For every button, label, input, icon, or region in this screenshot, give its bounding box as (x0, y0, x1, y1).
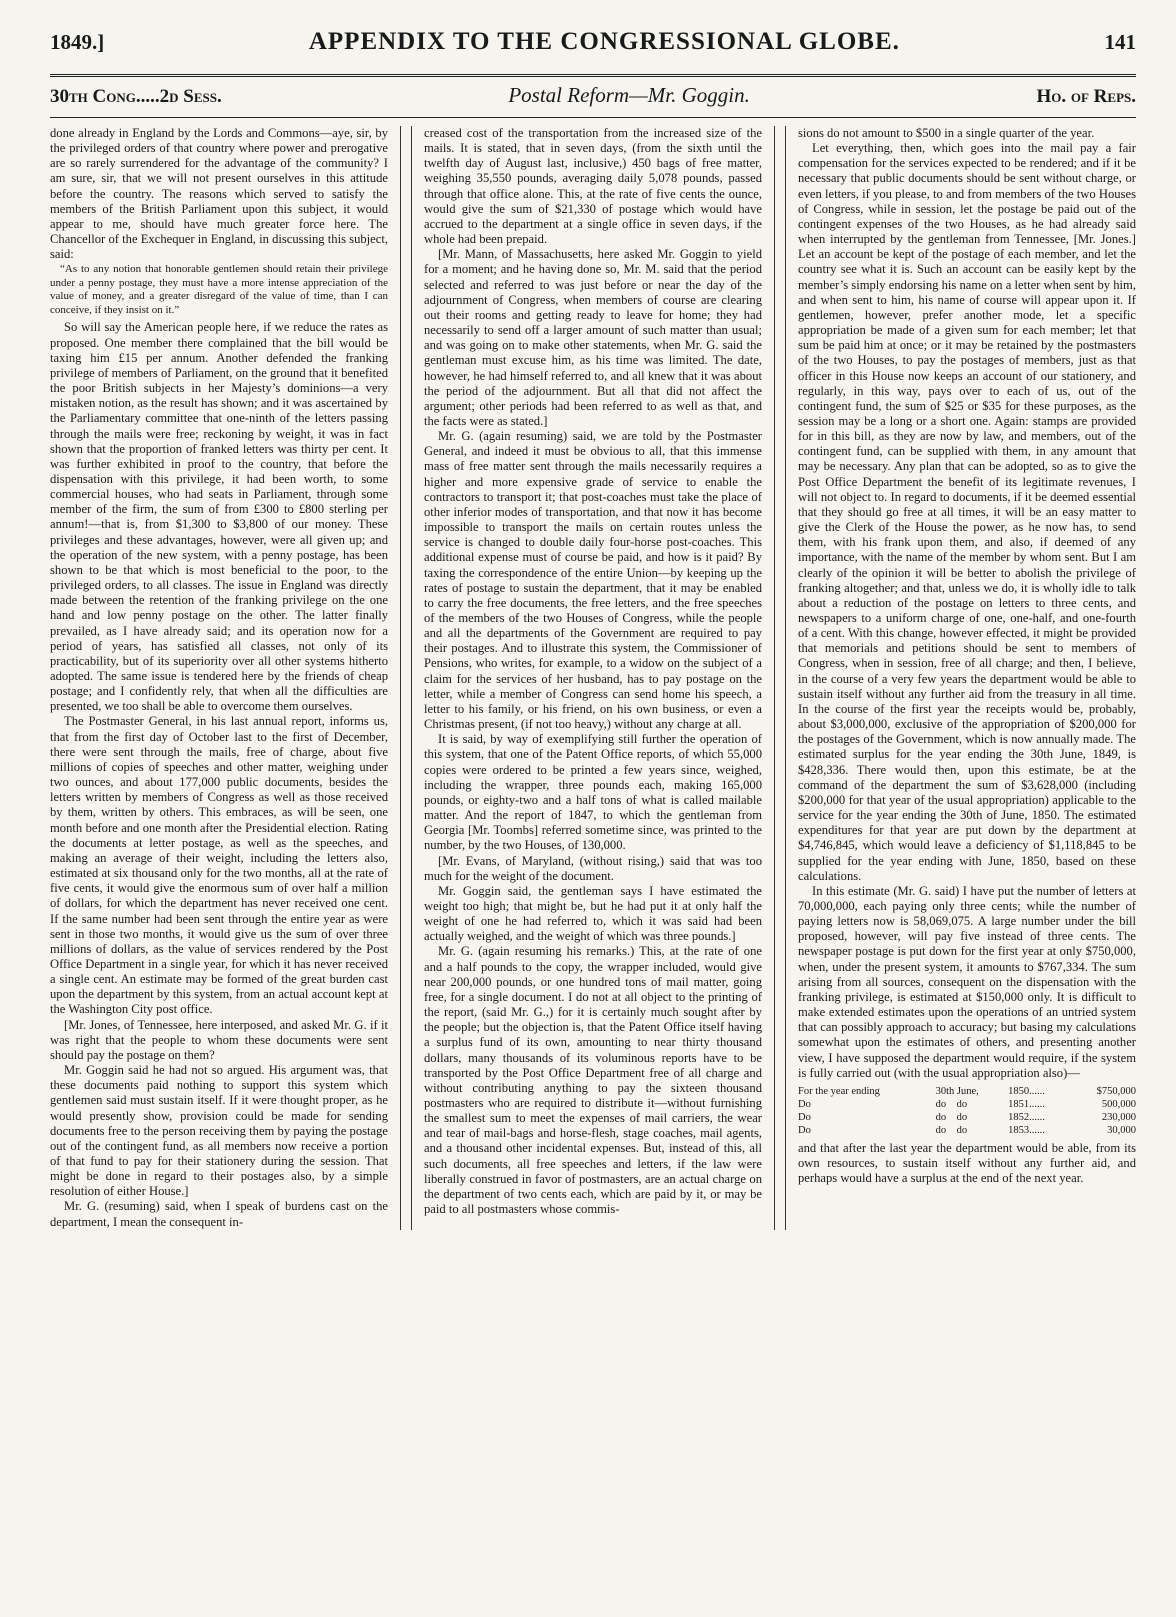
paragraph: Mr. G. (again resuming his remarks.) This, at the rate of one and a half pounds to the copy, the wrapper included, would give near 200,000 pounds, or one hundred tons of mail matter, going free, for a single document. I do not at all object to the printing of the report, (said Mr. G.,) for it is certainly much sought after by the people; but the objection is, that the Patent Office itself having a surplus fund of its own, amounting to near thirty thousand dollars, many thousands of its voluminous reports have to be transported by the Post Office Department free of all charge and without contributing anything to pay the sixteen thousand postmasters who are required to distribute it—without furnishing the smallest sum to meet the expenses of mail carriers, the wear and tear of mail-bags and horse-flesh, stage coaches, mail agents, and a thousand other incidental expenses. But, instead of this, all such documents, all free speeches and letters, if the law were liberally construed in favor of postmasters, are an actual charge on the department of two cents each, which are paid by it, or may be paid to all postmasters whose commis- (424, 944, 762, 1217)
column-divider (774, 126, 786, 1230)
paragraph: Mr. G. (resuming) said, when I speak of burdens cast on the department, I mean the consequent in- (50, 1199, 388, 1229)
column-2 (424, 126, 762, 1230)
table-row (798, 1111, 1136, 1124)
table-cell: For the year ending (798, 1085, 880, 1097)
paragraph: [Mr. Mann, of Massachusetts, here asked Mr. Goggin to yield for a moment; and he having done so, Mr. M. said that the period selected and referred to was just before or near the day of the adjournment of Congress, when members of course are clearing out their rooms and getting ready to leave for home; they had necessarily to send off a larger amount of such matter than usual; and was going on to make other statements, when Mr. G. said the gentleman must excuse him, as his time was limited. The date, however, he had himself referred to, and all knew that it was about the period of the adjournment. But all that did not affect the argument; other periods had been referred to as well as that, and the facts were as stated.] (424, 247, 762, 428)
column-1 (50, 126, 388, 1230)
table-cell: 30th June, (935, 1085, 979, 1097)
table-cell: Do (798, 1111, 811, 1123)
paragraph: Mr. Goggin said he had not so argued. His argument was, that these documents paid nothing to support this system which gentlemen said must sustain itself. If it were thought proper, as he would presently show, provision could be made for sending documents free to the person receiving them by paying the postage out of the contingent fund, as all members now receive a portion of that fund to pay for their stationery during the session. That might be done in regard to their postages also, by a simple resolution of either House.] (50, 1063, 388, 1199)
table-cell: do (935, 1111, 947, 1123)
congress-session: 30th Cong.....2d Sess. (50, 86, 222, 107)
paragraph: creased cost of the transportation from the increased size of the mails. It is stated, that in seven days, (from the sixth until the twelfth day of August last, inclusive,) 450 bags of free matter, weighing 35,550 pounds, averaging daily 5,078 pounds, passed through that office alone. This, at the rate of five cents the ounce, would give the sum of $21,330 of postage which would have accrued to the department at a single office in seven days, if the whole had been prepaid. (424, 126, 762, 247)
paragraph: and that after the last year the department would be able, from its own resources, to sustain itself without any further aid, and perhaps would have a surplus at the end of the next year. (798, 1140, 1136, 1186)
issue-year: 1849.] (50, 30, 105, 54)
paragraph: In this estimate (Mr. G. said) I have put the number of letters at 70,000,000, each paying only three cents; while the number of paying letters now is 58,069,075. A large number under the bill proposed, however, will pay five instead of three cents. The newspaper postage is put down for the first year at only $750,000, when, under the present system, it amounts to $767,334. The sum arising from all sources, consequent on the dispensation with the franking privilege, is estimated at $150,000 only. It is difficult to make extended estimates upon the operations of an untried system that can possibly approach to accuracy; but basing my calculations somewhat upon the estimates of others, and presenting another view, I have supposed the department would require, if the system is fully carried out (with the usual appropriation also)— (798, 883, 1136, 1080)
table-cell (936, 1098, 1009, 1111)
block-quote: “As to any notion that honorable gentlemen should retain their privilege under a penny postage, they must have a more intense appreciation of the value of money, and a greater disregard of the value of time, than I can conceive, if they insist on it.” (50, 263, 388, 316)
subhead-rule (50, 117, 1136, 118)
table-cell: Do (798, 1124, 811, 1136)
column-3 (798, 126, 1136, 1230)
table-cell: 500,000 (1101, 1098, 1136, 1110)
table-cell: Do (798, 1098, 811, 1110)
article-topic: Postal Reform—Mr. Goggin. (508, 83, 750, 107)
column-divider (400, 126, 412, 1230)
table-cell: 1850...... (1008, 1085, 1045, 1097)
table-row (798, 1098, 1136, 1111)
house-label: Ho. of Reps. (1036, 86, 1136, 107)
table-cell: do (956, 1098, 968, 1110)
paragraph: done already in England by the Lords and Commons—aye, sir, by the privileged orders of that country where power and prerogative are so rarely surrendered for the advantage of the community? I am sure, sir, that we will not present ourselves in this attitude before the country. The reasons which served to satisfy the members of the British Parliament upon this subject, it would appear to me, should have much greater force here. The Chancellor of the Exchequer in England, in discussing this subject, said: (50, 126, 388, 262)
running-head (50, 83, 1136, 113)
paragraph: Let everything, then, which goes into the mail pay a fair compensation for the services expected to be rendered; and if it be necessary that public documents should be sent without charge, or even letters, if you please, to and from members of the two Houses of Congress, while in session, let the postage be paid out of the contingent expenses of the two Houses, as he had already said when interrupted by the gentleman from Tennessee, [Mr. Jones.] Let an account be kept of the postage of each member, and let the country see what it is. Such an account can be easily kept by the member’s simply endorsing his name on a letter when sent by him, and when sent to him, his name of course will appear upon it. If gentlemen, however, prefer another mode, let a specific appropriation be made of a given sum for each member; let that sum be paid him at once; or it may be retained by the postmasters of the two Houses, to pay the postages of members, just as that officer in this House now keeps an account of our stationery, and regularly, in this way, pays over to each of us, out of the contingent fund, the sum of $25 or $35 for these purposes, as the session may be a long or a short one. Again: stamps are provided for in this bill, as they are now by law, and members, out of the contingent fund, can be supplied with them, in any amount that may be necessary. Any plan that can be adopted, so as to give the Post Office Department the benefit of its legitimate revenues, I will not object to. In regard to documents, if it be deemed essential that they should go free at all times, it will be an easy matter to give the Clerk of the House the power, as he now has, to send them, with his frank upon them, and also, if deemed of any importance, with the name of the member by whom sent. But I am clearly of the opinion it will be better to abolish the privilege of franking altogether; and that, unless we do, it is wholly idle to talk about a reduction of the postage on letters to three cents, and newspapers to a uniform charge of one, one-half, and one-fourth of a cent. With this change, however effected, it might be provided that memorials and petitions should be sent to members of Congress, when in session, free of all charge; and then, I believe, in the course of a very few years the department would be able to sustain itself without any further aid from the treasury in all time. In the course of the first year the receipts would be, probably, about $3,000,000, exclusive of the appropriation of $200,000 for the postages of the Government, which is now annually made. The estimated surplus for the year ending the 30th June, 1849, is $428,336. There would then, upon this estimate, be at the command of the department the sum of $3,628,000 (including $200,000 for that year of the usual appropriation) applicable to the service for the year ending the 30th of June, 1850. The estimated expenditures for that year are put down by the department at $4,746,845, which would leave a deficiency of $1,118,845 to be supplied for the year ending with June, 1850, based on these calculations. (798, 141, 1136, 883)
table-cell: $750,000 (1096, 1085, 1136, 1097)
paragraph: [Mr. Evans, of Maryland, (without rising,) said that was too much for the weight of the document. (424, 853, 762, 883)
publication-title: APPENDIX TO THE CONGRESSIONAL GLOBE. (308, 28, 900, 55)
table-cell (936, 1111, 1009, 1124)
paragraph: sions do not amount to $500 in a single quarter of the year. (798, 126, 1095, 140)
table-cell: 30,000 (1107, 1124, 1136, 1136)
paragraph: The Postmaster General, in his last annual report, informs us, that from the first day of October last to the first of December, there were sent through the mails, free of charge, about five millions of copies of speeches and other matter, weighing under two ounces, and about 177,000 public documents, besides the letters written by members of Congress as well as those received by them, written by others. This embraces, as will be seen, one month before and one month after the Presidential election. Rating the documents at letter postage, as well as the speeches, and making an average of their weight, including the letters also, estimated at six thousand only for the two months, all at the rate of five cents, it would give the enormous sum of over half a million of dollars, for which the department has never received one cent. If the same number had been sent through the entire year as were sent in those two months, it would give us the sum of over three millions of dollars, as the value of services rendered by the Post Office Department in a single year, for which it has never received a single cent. An estimate may be formed of the great burden cast upon the department by this system, from an actual account kept at the Washington City post office. (50, 714, 388, 1017)
table-cell: do (935, 1098, 947, 1110)
table-cell: 1852...... (1008, 1111, 1045, 1123)
paragraph: Mr. G. (again resuming) said, we are told by the Postmaster General, and indeed it must be obvious to all, that this immense mass of free matter sent through the mails necessarily requires a higher and more expensive grade of service to enable the contractors to transport it; that post-coaches must take the place of other inferior modes of transportation, and that now it has become impossible to transport the mails on certain routes unless the service is changed to double daily four-horse post-coaches. This additional expense must of course be paid, and how is it paid? By taxing the correspondence of the entire Union—by keeping up the rates of postage to sustain the department, that it may be enabled to carry the free documents, the free letters, and the free speeches of the members of the two Houses of Congress, while the people and all the departments of the Government are required to pay their postages. And to illustrate this system, the Commissioner of Pensions, who writes, for example, to a widow on the subject of a claim for the services of her husband, has to pay postage on the letter, while a member of Congress can send home his speech, a letter to his family, or his friend, on his own business, or even a Christmas present, (if not too heavy,) without any charge at all. (424, 429, 762, 732)
table-row (798, 1124, 1136, 1137)
table-cell: do (956, 1124, 968, 1136)
masthead (50, 28, 1136, 74)
text-columns (50, 126, 1136, 1230)
page-number: 141 (1104, 30, 1136, 54)
paragraph: [Mr. Jones, of Tennessee, here interposed, and asked Mr. G. if it was right that the people to whom these documents were sent should pay the postage on them? (50, 1017, 388, 1062)
table-cell: 1853...... (1008, 1124, 1045, 1136)
header-rule (50, 74, 1136, 77)
paragraph: It is said, by way of exemplifying still further the operation of this system, that one of the Patent Office reports, of which 55,000 copies were ordered to be printed a few years since, weighed, including the wrapper, three pounds each, making 165,000 pounds, or eighty-two and a half tons of what is called mailable matter. And the report of 1847, to which the gentleman from Georgia [Mr. Toombs] referred sometime since, was printed to the number, by the two Houses, of 130,000. (424, 732, 762, 853)
table-cell (936, 1124, 1009, 1137)
table-cell: 230,000 (1101, 1111, 1136, 1123)
paragraph: Mr. Goggin said, the gentleman says I have estimated the weight too high; that might be, but he had put it at only half the weight of one he had referred to, which it was said had been actually weighed, and the weight of which was three pounds.] (424, 883, 762, 944)
paragraph: So will say the American people here, if we reduce the rates as proposed. One member there complained that the bill would be taxing him £15 per annum. Another defended the franking privilege of members of Parliament, on the ground that it benefited the poor British subjects in her Majesty’s dominions—a very mistaken notion, as the result has shown; and it was ascertained by the Parliamentary committee that one-ninth of the letters passing through the mails were free; reckoning by weight, it was in fact shown that the proportion of franked letters was thirty per cent. It was further exhibited in proof to the country, that before the dispensation with this privilege, it had been worth, to some commercial houses, who had seats in Parliament, through some member of the firm, the sum of from £300 to £800 sterling per annum!—that is, from $1,300 to $3,800 of our money. These privileges and these advantages, however, were all given up; and the operation of the new system, with a penny postage, has been shown to be that which is most beneficial to the poor, to the privileged orders, to all classes. The issue in England was directly made between the retention of the franking privilege on the one hand and low penny postage on the other. The latter finally prevailed, as I have already said; and its operation now for a period of years, has satisfied all classes, not only of its practicability, but of its superiority over all other systems hitherto adopted. The same issue is tendered here by the friends of cheap postage; and I confidently rely, that when all the difficulties are presented, we too shall be able to overcome them ourselves. (50, 320, 388, 714)
table-cell: 1851...... (1008, 1098, 1045, 1110)
table-row (798, 1085, 1136, 1098)
table-cell: do (956, 1111, 968, 1123)
appropriation-table (798, 1085, 1136, 1137)
table-cell: do (935, 1124, 947, 1136)
